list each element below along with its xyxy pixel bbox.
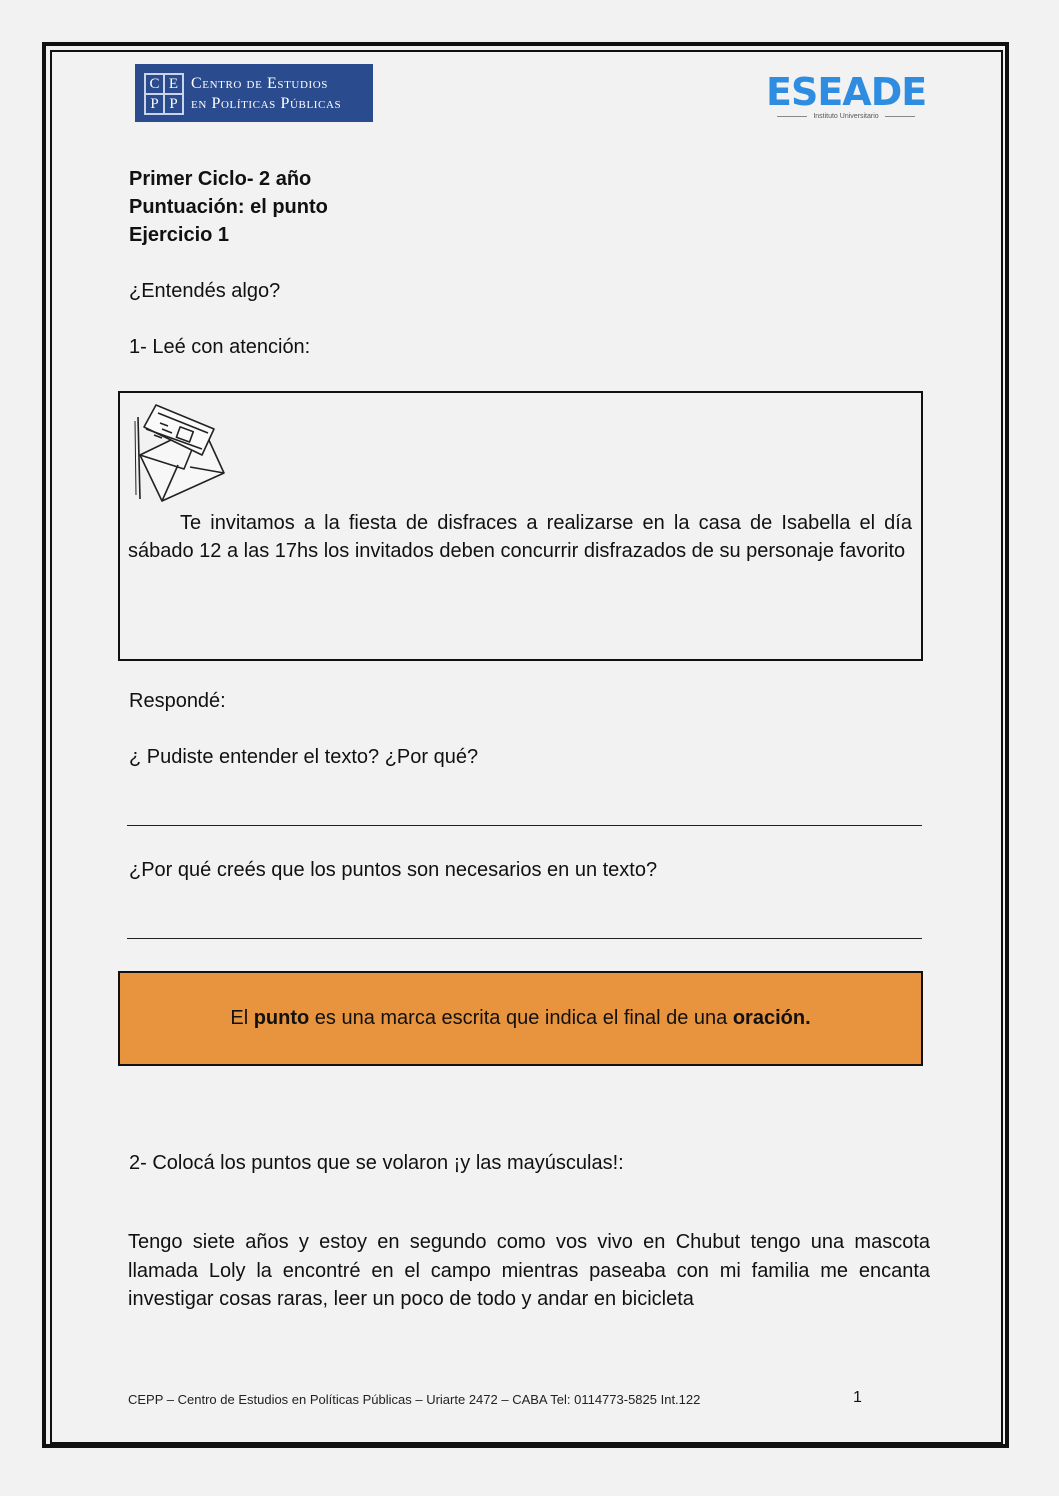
envelope-icon bbox=[132, 399, 228, 507]
invitation-text: Te invitamos a la fiesta de disfraces a realizarse en la casa de Isabella el día sábado 12 a las 17hs los invitados deben concurrir disfrazados de su personaje favorito bbox=[128, 512, 912, 562]
exercise2-instruction: 2- Colocá los puntos que se volaron ¡y las mayúsculas!: bbox=[129, 1152, 624, 1174]
exercise2-text: Tengo siete años y estoy en segundo como vos vivo en Chubut tengo una mascota llamada Loly la encontré en el campo mientras paseaba con mi familia me encanta investigar cosas raras, leer un poco de todo y andar en bicicleta bbox=[128, 1231, 930, 1310]
definition-text bbox=[230, 1007, 810, 1030]
cepp-name-line1: Centro de Estudios bbox=[191, 75, 329, 92]
cepp-letter: E bbox=[164, 74, 183, 94]
header-topic: Puntuación: el punto bbox=[129, 196, 328, 218]
cepp-name-line2: en Políticas Públicas bbox=[191, 95, 342, 112]
answer-line-1[interactable] bbox=[127, 825, 922, 826]
page-number: 1 bbox=[853, 1389, 862, 1406]
cepp-name bbox=[191, 74, 341, 114]
cepp-letter: P bbox=[145, 94, 164, 114]
definition-oracion: oración. bbox=[732, 1007, 811, 1029]
definition-part2: es una marca escrita que indica el final de una bbox=[309, 1007, 733, 1029]
question-2: ¿Por qué creés que los puntos son necesarios en un texto? bbox=[129, 859, 658, 881]
question-1: ¿ Pudiste entender el texto? ¿Por qué? bbox=[129, 746, 479, 768]
definition-box bbox=[118, 971, 923, 1066]
header-level: Primer Ciclo- 2 año bbox=[129, 168, 312, 190]
eseade-rule-left bbox=[777, 116, 807, 117]
respond-label: Respondé: bbox=[129, 690, 226, 712]
eseade-rule-right bbox=[885, 116, 915, 117]
answer-line-2[interactable] bbox=[127, 938, 922, 939]
cepp-monogram bbox=[144, 73, 184, 115]
definition-part1: El bbox=[230, 1007, 254, 1029]
definition-term: punto bbox=[253, 1007, 310, 1029]
cepp-letter: P bbox=[164, 94, 183, 114]
eseade-logo bbox=[766, 70, 926, 126]
invitation-box bbox=[118, 391, 923, 661]
eseade-wordmark: ESEADE bbox=[766, 70, 927, 114]
cepp-letter: C bbox=[145, 74, 164, 94]
exercise1-instruction: 1- Leé con atención: bbox=[129, 336, 311, 358]
header-exercise: Ejercicio 1 bbox=[129, 224, 230, 246]
intro-question: ¿Entendés algo? bbox=[129, 280, 281, 302]
eseade-subtitle-row bbox=[766, 113, 926, 120]
cepp-logo bbox=[135, 64, 373, 122]
footer-address: CEPP – Centro de Estudios en Políticas Públicas – Uriarte 2472 – CABA Tel: 0114773-5825 Int.122 bbox=[128, 1392, 701, 1407]
eseade-subtitle: Instituto Universitario bbox=[813, 113, 879, 120]
